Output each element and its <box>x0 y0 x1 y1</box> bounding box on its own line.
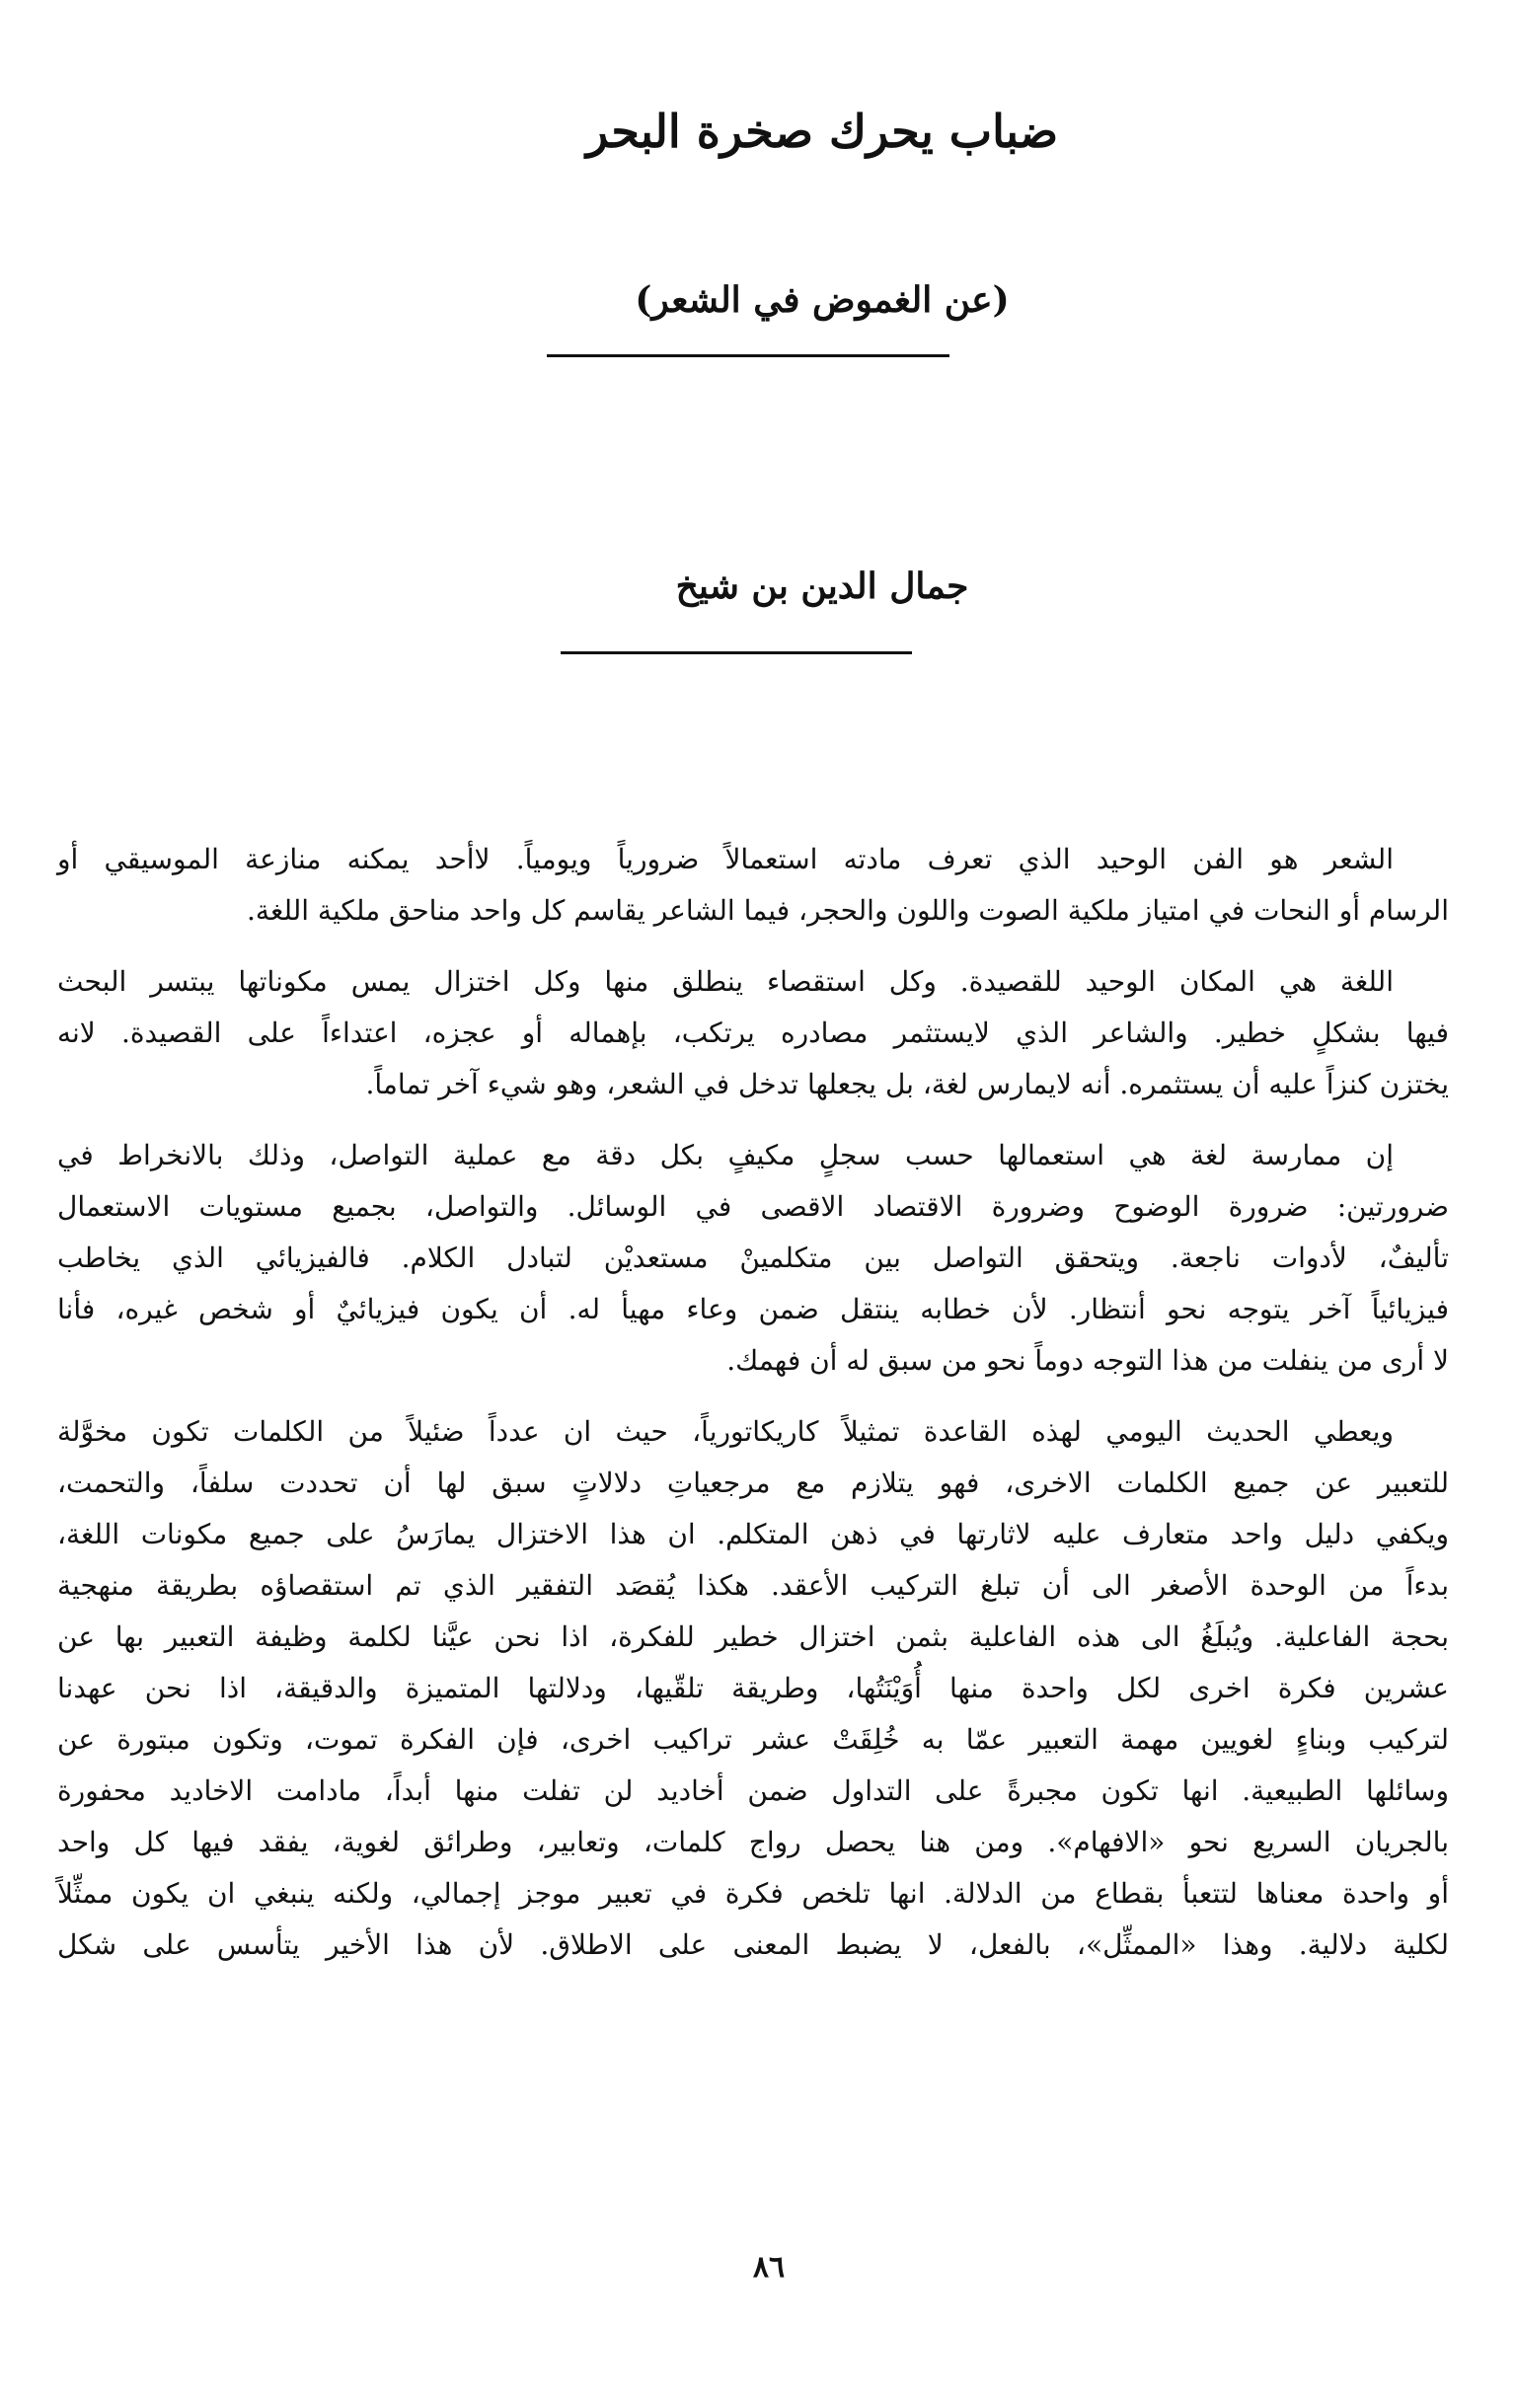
text-line: إن ممارسة لغة هي استعمالها حسب سجلٍ مكيفٍ بكل دقة مع عملية التواصل، وذلك بالانخراط في <box>57 1139 1394 1171</box>
text-line: تأليفٌ، لأدوات ناجعة. ويتحقق التواصل بين متكلمينْ مستعديْن لتبادل الكلام. فالفيزيائي الذي يخاطب <box>57 1242 1449 1274</box>
text-line: للتعبير عن جميع الكلمات الاخرى، فهو يتلازم مع مرجعياتِ دلالاتٍ سبق لها أن تحددت سلفاً، والتحمت، <box>57 1467 1449 1499</box>
text-line: وسائلها الطبيعية. انها تكون مجبرةً على التداول ضمن أخاديد لن تفلت منها أبداً، مادامت الاخاديد محفورة <box>57 1774 1449 1807</box>
text-line: لكلية دلالية. وهذا «الممثِّل»، بالفعل، لا يضبط المعنى على الاطلاق. لأن هذا الأخير يتأسس على شكل <box>57 1928 1449 1961</box>
text-line: فيزيائياً آخر يتوجه نحو أنتظار. لأن خطابه ينتقل ضمن وعاء مهيأ له. أن يكون فيزيائيٌ أو شخص غيره، فأنا <box>57 1293 1449 1325</box>
text-line: بحجة الفاعلية. ويُبلَغُ الى هذه الفاعلية بثمن اختزال خطير للفكرة، اذا نحن عيَّنا لكلمة وظيفة التعبير بها عن <box>57 1620 1450 1653</box>
subtitle-underline <box>547 354 949 357</box>
author-underline <box>561 651 912 654</box>
text-line: ويكفي دليل واحد متعارف عليه لاثارتها في ذهن المتكلم. ان هذا الاختزال يمارَسُ على جميع مكونات اللغة، <box>57 1518 1449 1550</box>
text-line: الرسام أو النحات في امتياز ملكية الصوت واللون والحجر، فيما الشاعر يقاسم كل واحد مناحق ملكية اللغة. <box>247 894 1449 927</box>
paragraph <box>57 1406 1449 1971</box>
paragraph <box>57 1130 1449 1387</box>
paragraph <box>57 956 1449 1110</box>
text-line: بالجريان السريع نحو «الافهام». ومن هنا يحصل رواج كلمات، وتعابير، وطرائق لغوية، يفقد فيها كل واحد <box>57 1826 1449 1858</box>
article-title: ضباب يحرك صخرة البحر <box>585 105 1059 158</box>
text-line: الشعر هو الفن الوحيد الذي تعرف مادته استعمالاً ضرورياً ويومياً. لاأحد يمكنه منازعة الموسيقي أو <box>57 843 1394 875</box>
text-line: أو واحدة معناها لتتعبأ بقطاع من الدلالة. انها تلخص فكرة في تعبير موجز إجمالي، ولكنه ينبغي ان يكون ممثِّلاً <box>57 1877 1449 1910</box>
article-body <box>57 834 1449 1991</box>
text-line: لتركيب وبناءٍ لغويين مهمة التعبير عمّا به خُلِقَتْ عشر تراكيب اخرى، فإن الفكرة تموت، وتكون مبتورة عن <box>57 1723 1449 1756</box>
author-name: جمال الدين بن شيخ <box>675 565 969 607</box>
text-line: يختزن كنزاً عليه أن يستثمره. أنه لايمارس لغة، بل يجعلها تدخل في الشعر، وهو شيء آخر تماماً. <box>365 1068 1449 1100</box>
text-line: ويعطي الحديث اليومي لهذه القاعدة تمثيلاً كاريكاتورياً، حيث ان عدداً ضئيلاً من الكلمات تكون مخوَّلة <box>57 1415 1394 1448</box>
page-number: ٨٦ <box>752 2250 786 2285</box>
text-line: اللغة هي المكان الوحيد للقصيدة. وكل استقصاء ينطلق منها وكل اختزال يمس مكوناتها يبتسر البحث <box>57 965 1394 998</box>
text-line: بدءاً من الوحدة الأصغر الى أن تبلغ التركيب الأعقد. هكذا يُقصَد التفقير الذي تم استقصاؤه بطريقة منهجية <box>57 1569 1449 1602</box>
article-subtitle: (عن الغموض في الشعر) <box>635 279 1010 321</box>
text-line: فيها بشكلٍ خطير. والشاعر الذي لايستثمر مصادره يرتكب، بإهماله أو عجزه، اعتداءاً على القصيدة. لانه <box>57 1016 1449 1049</box>
text-line: عشرين فكرة اخرى لكل واحدة منها أُوَيْنَتُها، وطريقة تلقّيها، ودلالتها المتميزة والدقيقة، اذا نحن عهدنا <box>57 1672 1449 1704</box>
paragraph <box>57 834 1449 937</box>
text-line: لا أرى من ينفلت من هذا التوجه دوماً نحو من سبق له أن فهمك. <box>726 1344 1449 1377</box>
text-line: ضرورتين: ضرورة الوضوح وضرورة الاقتصاد الاقصى في الوسائل. والتواصل، بجميع مستويات الاستعمال <box>57 1190 1449 1223</box>
